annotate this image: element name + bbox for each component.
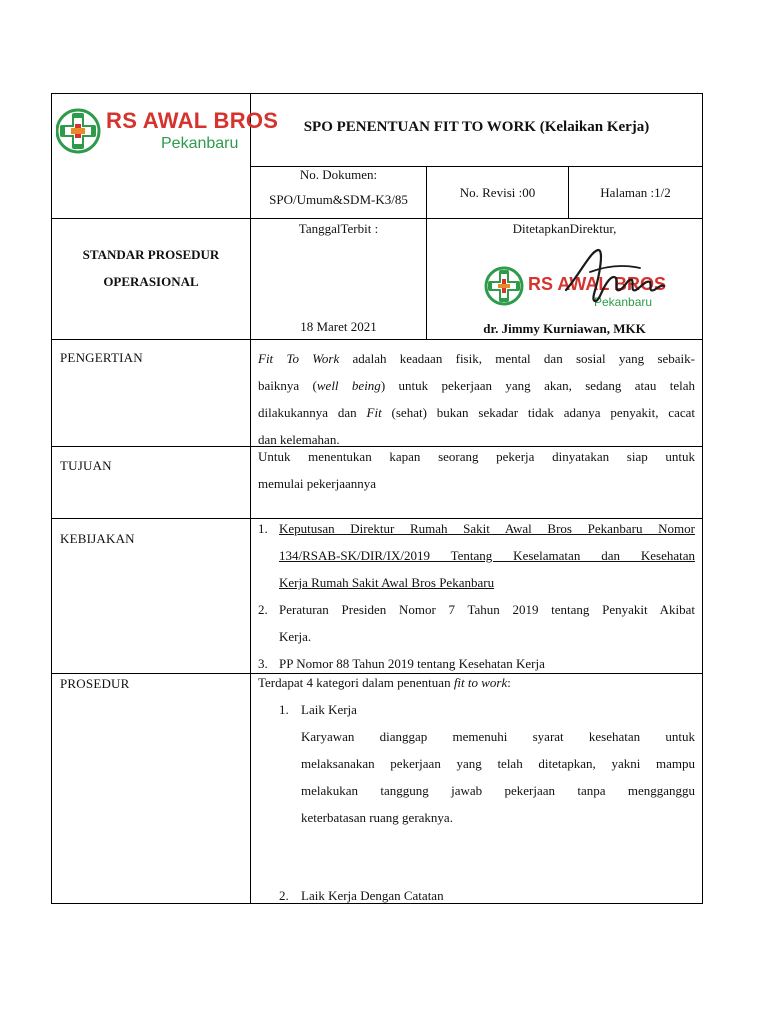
section-label-kebijakan: KEBIJAKAN bbox=[60, 531, 135, 546]
pengertian-content bbox=[258, 345, 695, 453]
kebijakan-item-1-number: 1. bbox=[258, 521, 268, 536]
approved-by-label: DitetapkanDirektur, bbox=[512, 221, 617, 236]
kebijakan-item-2-line-2: Kerja. bbox=[279, 629, 312, 644]
pengertian-line-3 bbox=[258, 399, 695, 426]
pengertian-line-1-rest: adalah keadaan fisik, mental dan sosial yang sebaik- bbox=[339, 351, 695, 366]
pengertian-line-1 bbox=[258, 345, 695, 372]
prosedur-step-1-line-2: melaksanakan pekerjaan yang telah ditetapkan, yakni mampu bbox=[301, 756, 695, 771]
tujuan-line-1: Untuk menentukan kapan seorang pekerja dinyatakan siap untuk bbox=[258, 449, 695, 464]
prosedur-step-2-title: Laik Kerja Dengan Catatan bbox=[301, 888, 444, 903]
pengertian-line-4: dan kelemahan. bbox=[258, 432, 340, 447]
approval-logo-name: RS AWAL BROS bbox=[528, 274, 667, 294]
logo-city: Pekanbaru bbox=[161, 135, 239, 152]
kebijakan-item-2-line-1: Peraturan Presiden Nomor 7 Tahun 2019 tentang Penyakit Akibat bbox=[279, 602, 695, 617]
logo-name: RS AWAL BROS bbox=[106, 108, 279, 133]
director-name: dr. Jimmy Kurniawan, MKK bbox=[483, 321, 646, 336]
kebijakan-item-2-number: 2. bbox=[258, 602, 268, 617]
term-well-being: well being bbox=[316, 378, 381, 393]
director-signature-icon bbox=[560, 244, 670, 314]
kebijakan-list bbox=[258, 515, 695, 677]
section-label-prosedur: PROSEDUR bbox=[60, 676, 130, 691]
kebijakan-item-1-line-1: Keputusan Direktur Rumah Sakit Awal Bros Pekanbaru Nomor bbox=[279, 521, 695, 536]
term-fit-to-work: Fit To Work bbox=[258, 351, 340, 366]
kebijakan-item-1-line-2: 134/RSAB-SK/DIR/IX/2019 Tentang Keselamatan dan Kesehatan bbox=[279, 548, 695, 563]
section-label-tujuan: TUJUAN bbox=[60, 458, 112, 473]
prosedur-step-2-number: 2. bbox=[279, 888, 289, 903]
document-title: SPO PENENTUAN FIT TO WORK (Kelaikan Kerja) bbox=[303, 119, 650, 135]
kebijakan-item-1 bbox=[258, 515, 695, 596]
prosedur-intro-b: : bbox=[507, 675, 511, 690]
pengertian-line-3-b: (sehat) bukan sekadar tidak adanya penyakit, cacat bbox=[381, 405, 695, 420]
prosedur-step-1-line-1: Karyawan dianggap memenuhi syarat kesehatan untuk bbox=[301, 729, 695, 744]
table-border-right bbox=[702, 93, 703, 904]
pengertian-line-3-a: dilakukannya dan bbox=[258, 405, 367, 420]
revision-number: No. Revisi :00 bbox=[459, 185, 536, 200]
sop-title-line1: STANDAR PROSEDUR bbox=[82, 247, 220, 262]
term-fit: Fit bbox=[366, 405, 382, 420]
prosedur-step-1-title: Laik Kerja bbox=[301, 702, 357, 717]
page-number: Halaman :1/2 bbox=[600, 185, 671, 200]
hospital-logo bbox=[56, 104, 279, 158]
tujuan-line-2: memulai pekerjaannya bbox=[258, 476, 377, 491]
sop-title-line2: OPERASIONAL bbox=[103, 274, 199, 289]
approval-logo-city: Pekanbaru bbox=[594, 295, 653, 309]
kebijakan-item-3-number: 3. bbox=[258, 656, 268, 671]
tujuan-content bbox=[258, 443, 695, 497]
prosedur-step-1-line-3: melakukan tanggung jawab pekerjaan tanpa mengganggu bbox=[301, 783, 695, 798]
kebijakan-item-2 bbox=[258, 596, 695, 650]
term-fit-to-work-2: fit to work bbox=[453, 675, 508, 690]
doc-number-label: No. Dokumen: bbox=[299, 167, 378, 182]
kebijakan-item-1-line-3: Kerja Rumah Sakit Awal Bros Pekanbaru bbox=[279, 575, 495, 590]
pengertian-line-2-a: baiknya ( bbox=[258, 378, 317, 393]
issue-date-value: 18 Maret 2021 bbox=[300, 319, 377, 334]
prosedur-intro bbox=[258, 669, 695, 696]
pengertian-line-2 bbox=[258, 372, 695, 399]
prosedur-step-2 bbox=[258, 882, 695, 909]
table-border-top bbox=[51, 93, 703, 94]
kebijakan-item-3-line-1: PP Nomor 88 Tahun 2019 tentang Kesehatan Kerja bbox=[279, 656, 545, 671]
prosedur-step-1-number: 1. bbox=[279, 702, 289, 717]
section-label-pengertian: PENGERTIAN bbox=[60, 350, 143, 365]
issue-date-label: TanggalTerbit : bbox=[298, 221, 379, 236]
doc-number-value: SPO/Umum&SDM-K3/85 bbox=[269, 192, 408, 207]
prosedur-step-1 bbox=[258, 696, 695, 831]
prosedur-step-1-line-4: keterbatasan ruang geraknya. bbox=[301, 810, 453, 825]
pengertian-line-2-b: ) untuk pekerjaan yang akan, sedang atau telah bbox=[380, 378, 696, 393]
prosedur-intro-a: Terdapat 4 kategori dalam penentuan bbox=[258, 675, 454, 690]
table-border-left bbox=[51, 93, 52, 904]
prosedur-content bbox=[258, 669, 695, 831]
